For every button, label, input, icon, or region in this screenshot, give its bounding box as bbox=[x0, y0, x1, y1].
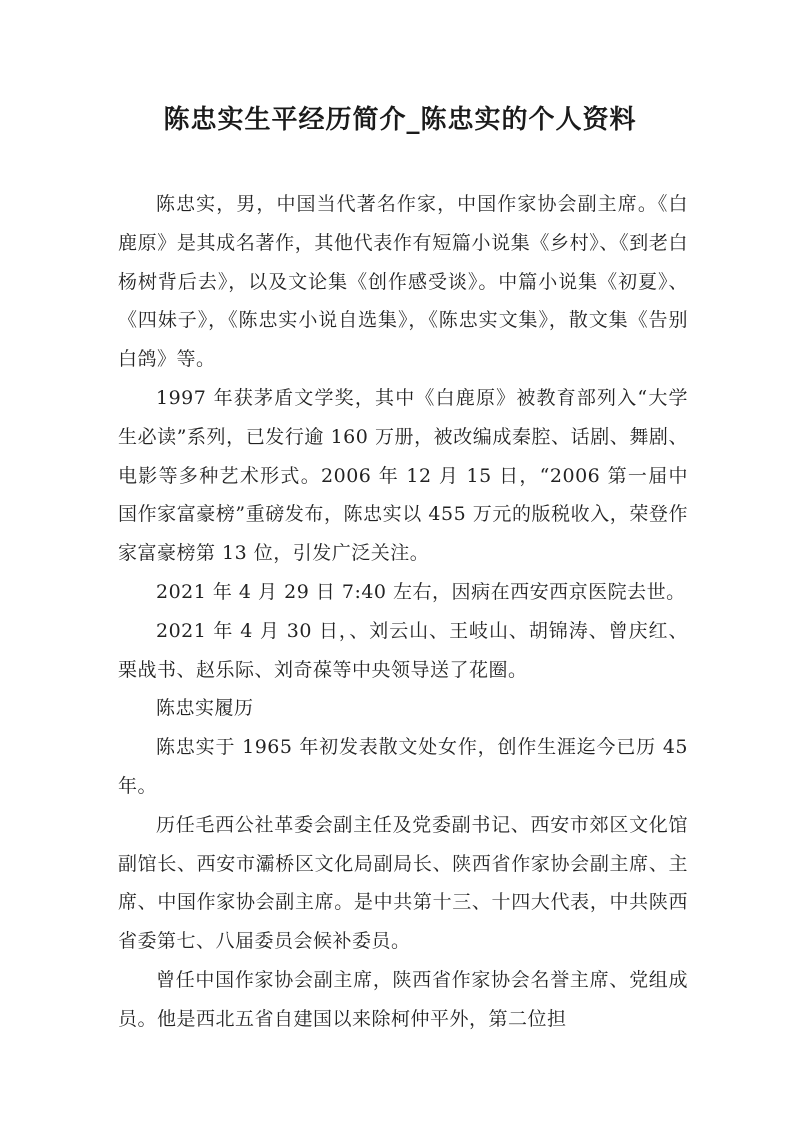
paragraph-intro: 陈忠实，男，中国当代著名作家，中国作家协会副主席。《白鹿原》是其成名著作，其他代表作有短篇小说集《乡村》、《到老白杨树背后去》，以及文论集《创作感受谈》。中篇小说集《初夏》、《四妹子》，《陈忠实小说自选集》，《陈忠实文集》，散文集《告别白鸽》等。 bbox=[118, 193, 688, 371]
paragraph-former-roles: 曾任中国作家协会副主席，陕西省作家协会名誉主席、党组成员。他是西北五省自建国以来除柯仲平外，第二位担 bbox=[118, 968, 688, 1030]
paragraph-wreaths: 2021 年 4 月 30 日，、刘云山、王岐山、胡锦涛、曾庆红、栗战书、赵乐际、刘奇葆等中央领导送了花圈。 bbox=[118, 619, 688, 681]
paragraph-debut: 陈忠实于 1965 年初发表散文处女作，创作生涯迄今已历 45 年。 bbox=[118, 736, 688, 797]
document-title: 陈忠实生平经历简介_陈忠实的个人资料 bbox=[163, 105, 637, 135]
paragraph-death: 2021 年 4 月 29 日 7:40 左右，因病在西安西京医院去世。 bbox=[156, 580, 686, 603]
section-heading-resume: 陈忠实履历 bbox=[156, 697, 254, 720]
document-body bbox=[118, 185, 688, 1039]
paragraph-award: 1997 年获茅盾文学奖，其中《白鹿原》被教育部列入“大学生必读”系列，已发行逾 160 万册，被改编成秦腔、话剧、舞剧、电影等多种艺术形式。2006 年 12 月 15 日，“2006 第一届中国作家富豪榜”重磅发布，陈忠实以 455 万元的版税收入，荣登作家富豪榜第 13 位，引发广泛关注。 bbox=[118, 386, 688, 565]
paragraph-positions: 历任毛西公社革委会副主任及党委副书记、西安市郊区文化馆副馆长、西安市灞桥区文化局副局长、陕西省作家协会副主席、主席、中国作家协会副主席。是中共第十三、十四大代表，中共陕西省委第七、八届委员会候补委员。 bbox=[118, 813, 688, 953]
